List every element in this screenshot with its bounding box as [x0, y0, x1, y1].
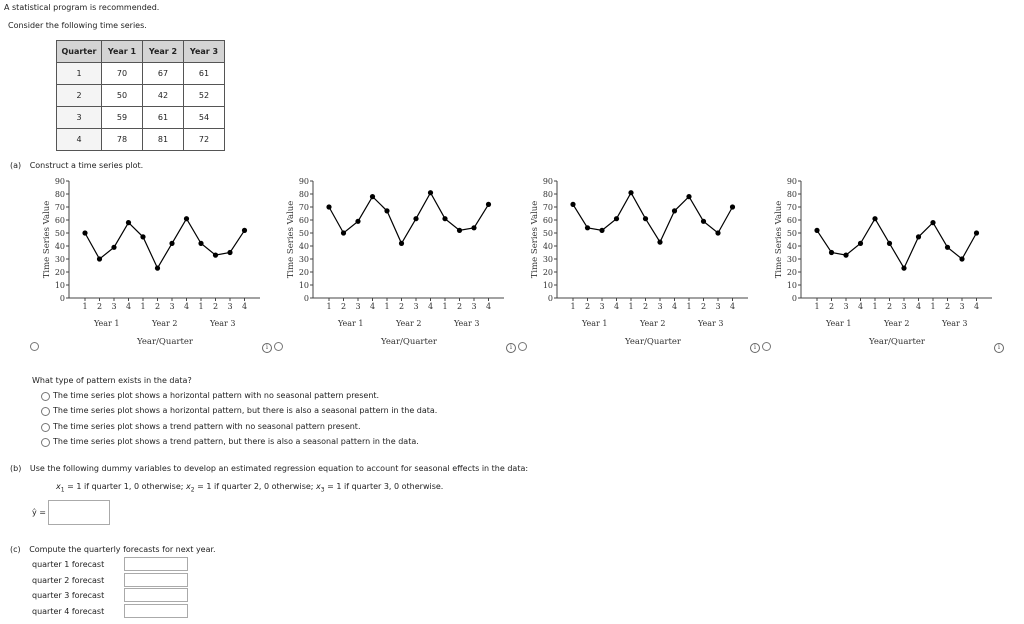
- x-tick-label: 1: [384, 302, 390, 311]
- y-tick-label: 40: [54, 242, 65, 251]
- var-x: x: [56, 482, 61, 491]
- part-b-label: (b): [10, 464, 22, 473]
- part-a-label: (a): [10, 161, 22, 170]
- x-tick-label: 4: [183, 302, 190, 311]
- x-tick-label: 3: [901, 302, 907, 311]
- var-x: x: [316, 482, 321, 491]
- y-tick-label: 40: [298, 242, 309, 251]
- option-label: The time series plot shows a horizontal pattern, but there is also a seasonal pattern in the data.: [53, 406, 438, 415]
- x-tick-label: 3: [413, 302, 419, 311]
- option-radio[interactable]: [41, 438, 50, 447]
- plot-option-2: [282, 175, 507, 352]
- time-series-table: [56, 40, 225, 151]
- data-point: [829, 250, 834, 255]
- option-label: The time series plot shows a trend pattern, but there is also a seasonal pattern in the data.: [53, 437, 419, 446]
- data-point: [326, 204, 331, 209]
- data-point: [686, 194, 691, 199]
- part-b-heading: [10, 464, 528, 473]
- x-tick-label: 3: [111, 302, 117, 311]
- x-tick-label: 2: [398, 302, 405, 311]
- data-point: [858, 241, 863, 246]
- table-cell: 42: [143, 85, 184, 107]
- data-point: [657, 240, 662, 245]
- y-tick-label: 20: [542, 268, 553, 277]
- x-tick-label: 2: [584, 302, 591, 311]
- data-point: [585, 225, 590, 230]
- y-tick-label: 10: [298, 281, 309, 290]
- year-label: Year 3: [209, 319, 236, 328]
- y-tick-label: 30: [786, 255, 797, 264]
- table-row: [57, 107, 225, 129]
- y-tick-label: 20: [786, 268, 797, 277]
- y-tick-label: 40: [786, 242, 797, 251]
- y-tick-label: 90: [542, 177, 553, 186]
- y-tick-label: 30: [542, 255, 553, 264]
- y-tick-label: 60: [54, 216, 65, 225]
- table-cell: 81: [143, 129, 184, 151]
- x-tick-label: 1: [82, 302, 88, 311]
- y-tick-label: 40: [542, 242, 553, 251]
- x-tick-label: 4: [671, 302, 678, 311]
- data-point: [428, 190, 433, 195]
- x-tick-label: 1: [872, 302, 878, 311]
- y-tick-label: 20: [298, 268, 309, 277]
- table-header: Quarter: [57, 41, 102, 63]
- consider-text: Consider the following time series.: [8, 21, 147, 30]
- data-point: [599, 228, 604, 233]
- data-point: [887, 241, 892, 246]
- info-icon[interactable]: i: [994, 343, 1004, 353]
- info-icon[interactable]: i: [262, 343, 272, 353]
- part-c-label: (c): [10, 545, 21, 554]
- data-point: [155, 266, 160, 271]
- data-point: [628, 190, 633, 195]
- y-tick-label: 70: [786, 203, 797, 212]
- y-tick-label: 70: [298, 203, 309, 212]
- plot-option-4: [770, 175, 995, 352]
- table-cell: 54: [184, 107, 225, 129]
- q1-forecast-input[interactable]: [124, 557, 188, 571]
- y-axis-title: Time Series Value: [42, 200, 52, 279]
- x-tick-label: 1: [570, 302, 576, 311]
- y-tick-label: 10: [786, 281, 797, 290]
- x-tick-label: 3: [657, 302, 663, 311]
- plot-2-radio[interactable]: [274, 342, 283, 351]
- option-label: The time series plot shows a horizontal pattern with no seasonal pattern present.: [53, 391, 380, 400]
- table-cell: 78: [102, 129, 143, 151]
- dummy-def-3: = 1 if quarter 3, 0 otherwise.: [324, 482, 444, 491]
- time-series-plot-3: [526, 175, 751, 350]
- data-point: [126, 220, 131, 225]
- data-point: [471, 225, 476, 230]
- y-axis-title: Time Series Value: [774, 200, 784, 279]
- x-axis-title: Year/Quarter: [137, 337, 193, 347]
- y-tick-label: 90: [786, 177, 797, 186]
- y-tick-label: 0: [303, 294, 309, 303]
- data-point: [184, 216, 189, 221]
- var-sub: 1: [60, 486, 65, 494]
- year-label: Year 1: [337, 319, 364, 328]
- dummy-variable-definitions: [56, 482, 443, 494]
- x-tick-label: 4: [369, 302, 376, 311]
- series-line: [573, 193, 733, 242]
- data-point: [242, 228, 247, 233]
- data-point: [140, 234, 145, 239]
- year-label: Year 2: [151, 319, 178, 328]
- regression-equation-input[interactable]: [48, 500, 110, 525]
- data-point: [570, 202, 575, 207]
- x-tick-label: 2: [340, 302, 347, 311]
- x-tick-label: 3: [959, 302, 965, 311]
- series-line: [85, 219, 245, 268]
- y-tick-label: 10: [54, 281, 65, 290]
- var-sub: 2: [190, 486, 195, 494]
- y-tick-label: 60: [786, 216, 797, 225]
- y-tick-label: 50: [786, 229, 797, 238]
- x-tick-label: 4: [485, 302, 492, 311]
- year-label: Year 3: [697, 319, 724, 328]
- data-point: [213, 253, 218, 258]
- x-tick-label: 2: [700, 302, 707, 311]
- part-c-prompt: Compute the quarterly forecasts for next year.: [29, 545, 216, 554]
- table-cell: 67: [143, 63, 184, 85]
- time-series-plot-4: [770, 175, 995, 350]
- data-point: [442, 216, 447, 221]
- x-tick-label: 1: [442, 302, 448, 311]
- table-cell: 4: [57, 129, 102, 151]
- table-header: Year 2: [143, 41, 184, 63]
- x-tick-label: 2: [212, 302, 219, 311]
- table-header: Year 3: [184, 41, 225, 63]
- x-tick-label: 4: [857, 302, 864, 311]
- table-cell: 72: [184, 129, 225, 151]
- x-tick-label: 4: [241, 302, 248, 311]
- table-cell: 61: [184, 63, 225, 85]
- x-tick-label: 3: [355, 302, 361, 311]
- x-tick-label: 2: [886, 302, 893, 311]
- part-a-prompt: Construct a time series plot.: [29, 161, 144, 170]
- data-point: [614, 216, 619, 221]
- data-point: [169, 241, 174, 246]
- var-x: x: [186, 482, 191, 491]
- y-tick-label: 70: [542, 203, 553, 212]
- part-c-heading: [10, 545, 216, 554]
- year-label: Year 2: [395, 319, 422, 328]
- y-tick-label: 90: [54, 177, 65, 186]
- data-point: [457, 228, 462, 233]
- x-tick-label: 3: [227, 302, 233, 311]
- x-tick-label: 3: [715, 302, 721, 311]
- x-tick-label: 4: [915, 302, 922, 311]
- x-axis-title: Year/Quarter: [869, 337, 925, 347]
- table-header: Year 1: [102, 41, 143, 63]
- plot-option-3: [526, 175, 751, 352]
- data-point: [355, 219, 360, 224]
- q4-forecast-input[interactable]: [124, 604, 188, 618]
- series-line: [329, 193, 489, 244]
- year-label: Year 1: [581, 319, 608, 328]
- data-point: [399, 241, 404, 246]
- data-point: [384, 208, 389, 213]
- q2-forecast-input[interactable]: [124, 573, 188, 587]
- data-point: [341, 230, 346, 235]
- year-label: Year 1: [93, 319, 120, 328]
- data-point: [643, 216, 648, 221]
- y-tick-label: 0: [547, 294, 553, 303]
- data-point: [227, 250, 232, 255]
- x-tick-label: 4: [973, 302, 980, 311]
- y-tick-label: 0: [59, 294, 65, 303]
- table-cell: 52: [184, 85, 225, 107]
- y-tick-label: 50: [542, 229, 553, 238]
- table-cell: 61: [143, 107, 184, 129]
- y-tick-label: 10: [542, 281, 553, 290]
- x-tick-label: 4: [427, 302, 434, 311]
- x-tick-label: 1: [140, 302, 146, 311]
- y-tick-label: 30: [54, 255, 65, 264]
- data-point: [901, 266, 906, 271]
- data-point: [974, 230, 979, 235]
- data-point: [370, 194, 375, 199]
- x-tick-label: 2: [828, 302, 835, 311]
- x-tick-label: 4: [729, 302, 736, 311]
- data-point: [945, 245, 950, 250]
- data-point: [672, 208, 677, 213]
- y-tick-label: 80: [542, 190, 553, 199]
- table-cell: 2: [57, 85, 102, 107]
- table-cell: 3: [57, 107, 102, 129]
- dummy-def-2: = 1 if quarter 2, 0 otherwise;: [194, 482, 317, 491]
- x-tick-label: 4: [125, 302, 132, 311]
- table-cell: 59: [102, 107, 143, 129]
- intro-text: A statistical program is recommended.: [4, 3, 160, 12]
- table-cell: 1: [57, 63, 102, 85]
- x-tick-label: 2: [96, 302, 103, 311]
- y-tick-label: 60: [542, 216, 553, 225]
- plot-1-radio[interactable]: [30, 342, 39, 351]
- q1-forecast-label: quarter 1 forecast: [32, 560, 105, 569]
- y-tick-label: 50: [298, 229, 309, 238]
- x-tick-label: 2: [642, 302, 649, 311]
- data-point: [111, 245, 116, 250]
- table-cell: 50: [102, 85, 143, 107]
- q3-forecast-label: quarter 3 forecast: [32, 591, 105, 600]
- data-point: [930, 220, 935, 225]
- table-row: [57, 85, 225, 107]
- x-tick-label: 1: [628, 302, 634, 311]
- y-tick-label: 20: [54, 268, 65, 277]
- year-label: Year 3: [453, 319, 480, 328]
- data-point: [959, 256, 964, 261]
- part-a-heading: [10, 161, 143, 170]
- x-tick-label: 1: [930, 302, 936, 311]
- year-label: Year 3: [941, 319, 968, 328]
- y-tick-label: 50: [54, 229, 65, 238]
- dummy-def-1: = 1 if quarter 1, 0 otherwise;: [64, 482, 187, 491]
- x-axis-title: Year/Quarter: [625, 337, 681, 347]
- y-tick-label: 30: [298, 255, 309, 264]
- var-sub: 3: [320, 486, 325, 494]
- series-line: [817, 219, 977, 268]
- x-tick-label: 3: [471, 302, 477, 311]
- y-axis-title: Time Series Value: [286, 200, 296, 279]
- data-point: [916, 234, 921, 239]
- x-tick-label: 2: [154, 302, 161, 311]
- x-tick-label: 1: [686, 302, 692, 311]
- x-tick-label: 1: [198, 302, 204, 311]
- table-header-row: [57, 41, 225, 63]
- data-point: [486, 202, 491, 207]
- pattern-question: What type of pattern exists in the data?: [32, 376, 192, 385]
- data-point: [82, 230, 87, 235]
- y-tick-label: 70: [54, 203, 65, 212]
- table-row: [57, 129, 225, 151]
- data-point: [97, 256, 102, 261]
- data-point: [701, 219, 706, 224]
- year-label: Year 2: [639, 319, 666, 328]
- q3-forecast-input[interactable]: [124, 588, 188, 602]
- q4-forecast-label: quarter 4 forecast: [32, 607, 105, 616]
- year-label: Year 1: [825, 319, 852, 328]
- q2-forecast-label: quarter 2 forecast: [32, 576, 105, 585]
- info-icon[interactable]: i: [750, 343, 760, 353]
- x-tick-label: 3: [599, 302, 605, 311]
- part-b-prompt: Use the following dummy variables to develop an estimated regression equation to account for seasonal effects in the data:: [29, 464, 529, 473]
- data-point: [730, 204, 735, 209]
- year-label: Year 2: [883, 319, 910, 328]
- y-tick-label: 90: [298, 177, 309, 186]
- y-tick-label: 80: [298, 190, 309, 199]
- y-tick-label: 80: [786, 190, 797, 199]
- x-tick-label: 2: [456, 302, 463, 311]
- option-radio[interactable]: [41, 392, 50, 401]
- x-tick-label: 2: [944, 302, 951, 311]
- plot-option-1: [38, 175, 263, 352]
- data-point: [413, 216, 418, 221]
- x-tick-label: 1: [326, 302, 332, 311]
- table-row: [57, 63, 225, 85]
- y-tick-label: 0: [791, 294, 797, 303]
- table-cell: 70: [102, 63, 143, 85]
- data-point: [715, 230, 720, 235]
- x-tick-label: 1: [814, 302, 820, 311]
- y-tick-label: 80: [54, 190, 65, 199]
- plot-3-radio[interactable]: [518, 342, 527, 351]
- option-radio[interactable]: [41, 407, 50, 416]
- x-axis-title: Year/Quarter: [381, 337, 437, 347]
- x-tick-label: 4: [613, 302, 620, 311]
- option-radio[interactable]: [41, 423, 50, 432]
- x-tick-label: 3: [843, 302, 849, 311]
- option-label: The time series plot shows a trend pattern with no seasonal pattern present.: [53, 422, 361, 431]
- data-point: [872, 216, 877, 221]
- y-tick-label: 60: [298, 216, 309, 225]
- yhat-label: ŷ =: [32, 508, 46, 517]
- x-tick-label: 3: [169, 302, 175, 311]
- y-axis-title: Time Series Value: [530, 200, 540, 279]
- time-series-plot-2: [282, 175, 507, 350]
- time-series-plot-1: [38, 175, 263, 350]
- data-point: [843, 253, 848, 258]
- info-icon[interactable]: i: [506, 343, 516, 353]
- data-point: [198, 241, 203, 246]
- plot-4-radio[interactable]: [762, 342, 771, 351]
- data-point: [814, 228, 819, 233]
